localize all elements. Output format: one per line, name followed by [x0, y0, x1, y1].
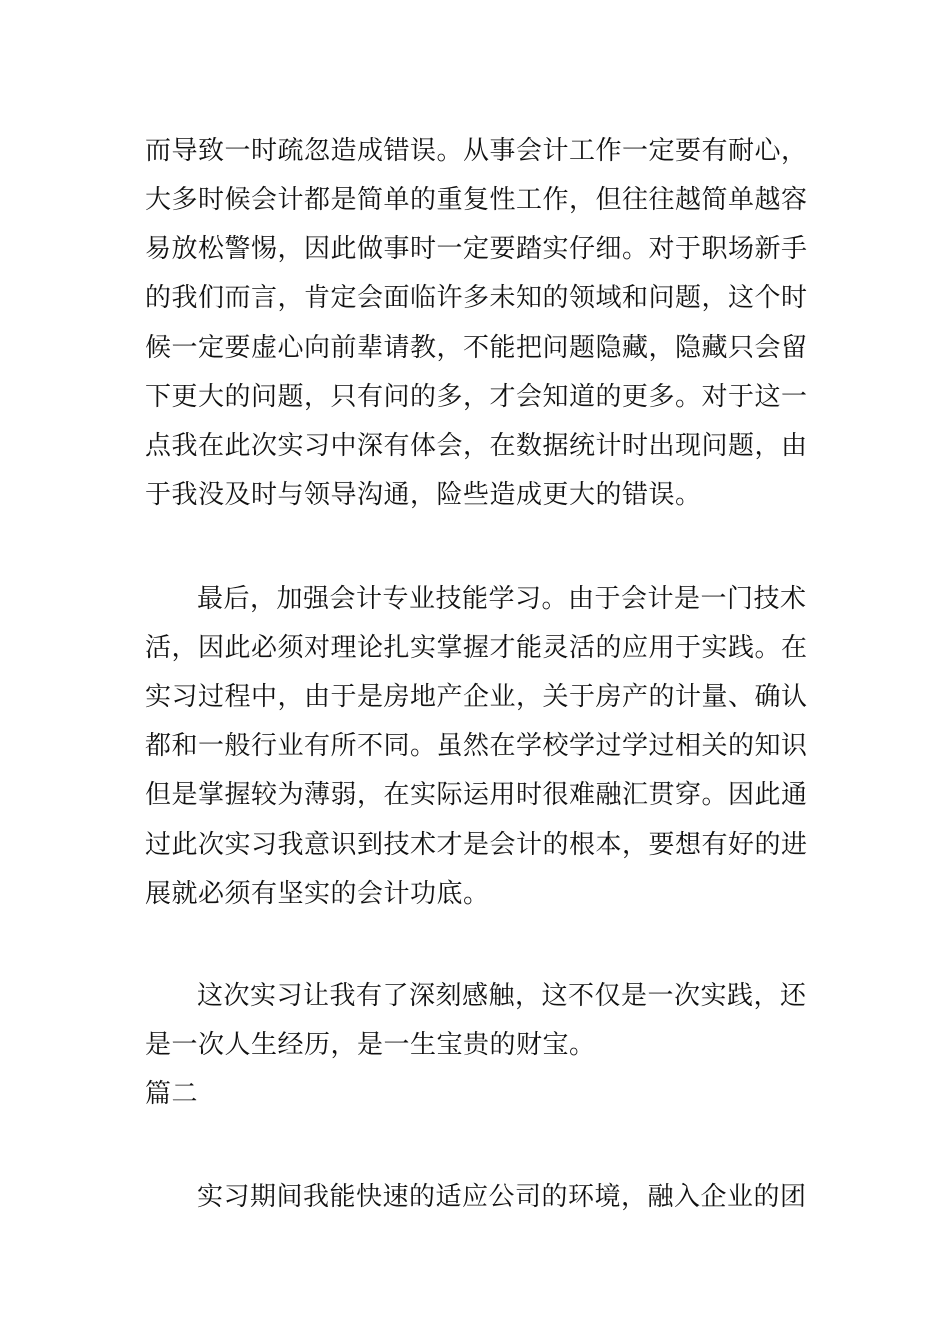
text-line: 而导致一时疏忽造成错误。从事会计工作一定要有耐心， [145, 136, 808, 166]
text-line: 活，因此必须对理论扎实掌握才能灵活的应用于实践。在 [145, 633, 808, 663]
text-line: 这次实习让我有了深刻感触，这不仅是一次实践，还 [197, 981, 807, 1011]
text-line: 的我们而言，肯定会面临许多未知的领域和问题，这个时 [145, 283, 808, 313]
text-line: 易放松警惕，因此做事时一定要踏实仔细。对于职场新手 [145, 234, 808, 264]
text-line: 大多时候会计都是简单的重复性工作，但往往越简单越容 [145, 185, 808, 215]
text-line: 展就必须有坚实的会计功底。 [145, 879, 490, 909]
text-line: 但是掌握较为薄弱，在实际运用时很难融汇贯穿。因此通 [145, 780, 808, 810]
text-line: 是一次人生经历，是一生宝贵的财宝。 [145, 1030, 596, 1060]
text-line: 下更大的问题，只有问的多，才会知道的更多。对于这一 [145, 382, 808, 412]
text-line: 实习期间我能快速的适应公司的环境，融入企业的团 [197, 1182, 807, 1212]
text-line: 最后，加强会计专业技能学习。由于会计是一门技术 [197, 584, 807, 614]
text-line: 过此次实习我意识到技术才是会计的根本，要想有好的进 [145, 830, 808, 860]
text-line: 都和一般行业有所不同。虽然在学校学过学过相关的知识 [145, 731, 808, 761]
text-line: 于我没及时与领导沟通，险些造成更大的错误。 [145, 480, 702, 510]
text-line: 实习过程中，由于是房地产企业，关于房产的计量、确认 [145, 682, 808, 712]
section-title: 篇二 [145, 1079, 199, 1109]
text-line: 点我在此次实习中深有体会，在数据统计时出现问题，由 [145, 431, 808, 461]
text-line: 候一定要虚心向前辈请教，不能把问题隐藏，隐藏只会留 [145, 333, 808, 363]
